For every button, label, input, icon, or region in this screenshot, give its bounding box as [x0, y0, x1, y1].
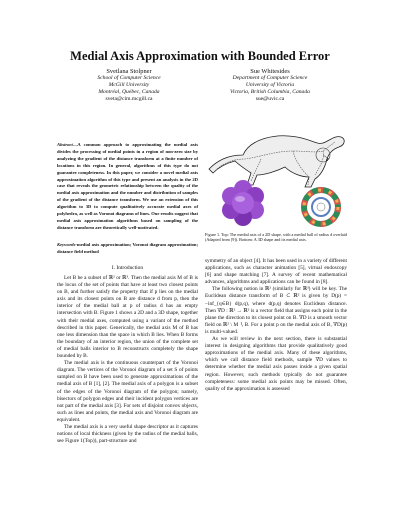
author-city: Victoria, British Columbia, Canada: [230, 89, 310, 95]
shape-outline: [209, 136, 344, 187]
paragraph: symmetry of an object [4]. It has been used in a variety of different applications, such as character animation [5], virtual endoscopy [6] and shape matching [7]. A survey of recent mathematical advances, algorithms and applications can be found in [8].: [205, 258, 347, 286]
figure-1: [205, 125, 353, 230]
author-dept: Department of Computer Science: [232, 75, 308, 81]
keywords: [57, 242, 198, 256]
figure-caption: Figure 1. Top: The medial axis of a 2D shape, with a medial ball of radius d overlaid (Adapted from [9]). Bottom: A 3D shape and its medial axis.: [205, 232, 347, 243]
paragraph: The medial axis is a very useful shape descriptor as it captures notions of local thickness (given by the radius of the medial balls, see Figure 1(Top)), part-structure and: [57, 423, 198, 445]
intro-right-column: [205, 258, 347, 393]
radius-label: d: [326, 157, 329, 162]
author-city: Montréal, Québec, Canada: [98, 89, 160, 95]
author-block-2: [205, 68, 335, 103]
shape-3d: [222, 180, 264, 226]
author-email[interactable]: sveta@cim.mcgill.ca: [105, 96, 153, 102]
section-heading: I. Introduction: [111, 265, 144, 271]
author-dept: School of Computer Science: [97, 75, 161, 81]
paragraph: The following notion in ℝ² (similarly for ℝ³) will be key. The Euclidean distance transform of B ⊂ ℝ² is given by D(p) = −inf_{q∈B} d(p,q), where d(p,q) denotes Euclidean distance. Then ∇D : ℝ² → ℝ² is a vector field that assigns each point in the plane the direction to its closest point on B. ∇D is a smooth vector field on ℝ² \ M ∖ B. For a point p on the medial axis of B, ∇D(p) is multi-valued.: [205, 286, 347, 335]
keywords-lead: Keywords: [57, 242, 76, 247]
author-email[interactable]: sue@uvic.ca: [255, 96, 285, 102]
medial-axis-3d: [304, 190, 338, 224]
paragraph: The medial axis is the continuous counterpart of the Voronoi diagram. The vertices of the Voronoi diagram of a set S of points sampled on B have been used to generate approximations of the medial axis of B [1], [2]. The medial axis of a polygon is a subset of the edges of the Voronoi diagram of the polygon; namely, bisectors of polygon edges and their incident polygon vertices are not part of the medial axis [3]. For sets of disjoint convex objects, such as lines and points, the medial axis and Voronoi diagram are equivalent.: [57, 360, 198, 423]
abstract-text: —A common approach to approximating the medial axis divides the processing of medial points in a region of non-zero size by analyzing the gradient of the distance transform at a finite number of locations in this region. In general, algorithms of this type do not guarantee completeness. In this paper, we consider a novel medial axis approximation algorithm of this type and present an analysis in the 2D case that reveals the geometric relationship between the quality of the medial axis approximation and the number and distribution of samples of the gradient of the distance transform. We use an extension of this algorithm to 3D to compute qualitatively accurate medial axes of polyhedra, as well as Voronoi diagrams of lines. Our results suggest that medial axis approximation algorithms based on sampling of the distance transform are theoretically well-motivated.: [57, 142, 198, 230]
author-university: McGill University: [108, 82, 150, 88]
paragraph: As we will review in the next section, there is substantial interest in designing algorithms that provide qualitatively good approximations of the medial axis. Many of these algorithms, which we call distance field methods, sample ∇D values to determine whether the medial axis passes inside a given spatial region. However, such methods typically do not guarantee completeness: some medial axis points may be missed. Often, quality of the approximation is assessed: [205, 336, 347, 392]
abstract-lead: Abstract: [57, 142, 73, 147]
paragraph: Let B be a subset of ℝ² or ℝ³. Then the medial axis M of B is the locus of the set of points that have at least two closest points on B, and further satisfy the property that if p lies on the medial axis and its closest points on B are distance d from p, then the interior of the medial ball at p of radius d has an empty intersection with B. Figure 1 shows a 2D and a 3D shape, together with their medial axes, computed using a variant of the method described in this paper. Generically, the medial axis M of B has one less dimension than the space in which B lies. When B forms the boundary of an interior region, the union of the complete set of medial balls interior to B reconstructs completely the shape bounded by B.: [57, 275, 198, 360]
author-name: Sue Whitesides: [250, 68, 290, 75]
author-university: University of Victoria: [245, 82, 295, 88]
paper-title: Medial Axis Approximation with Bounded Error: [70, 49, 330, 63]
intro-left-column: [57, 275, 198, 445]
keywords-text: -medial axis approximation; Voronoi diagram approximation; distance field method: [57, 242, 198, 254]
author-block-1: [64, 68, 194, 103]
author-name: Svetlana Stolpner: [106, 68, 152, 75]
abstract: [57, 142, 198, 232]
